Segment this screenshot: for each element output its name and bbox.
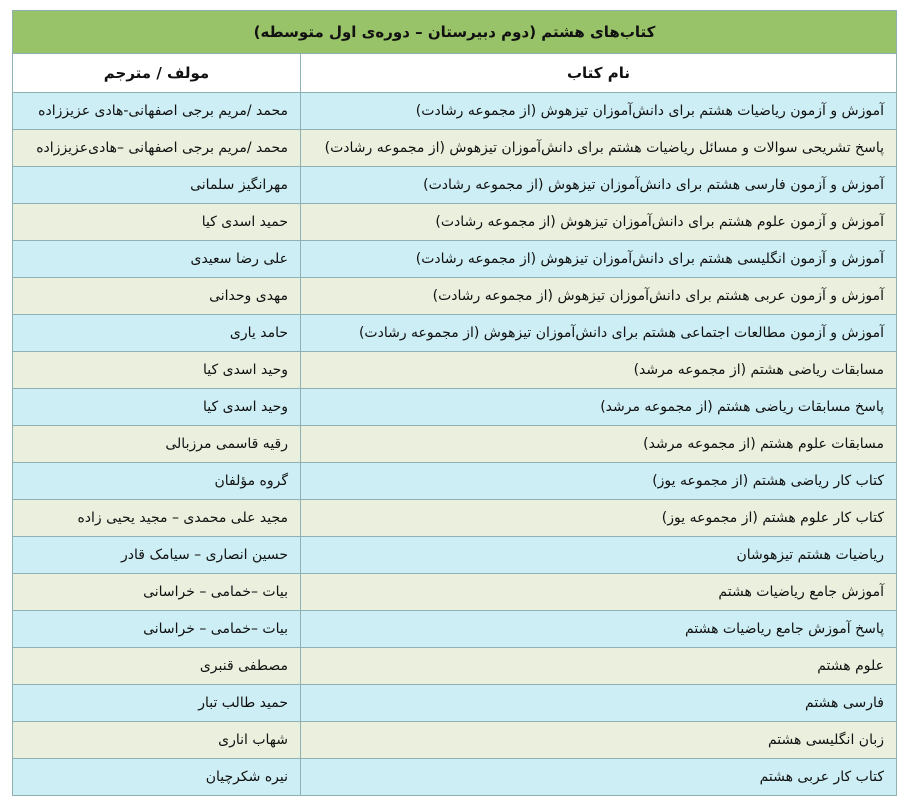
author-cell: علی رضا سعیدی bbox=[13, 241, 301, 278]
table-row bbox=[13, 167, 897, 204]
table-row bbox=[13, 389, 897, 426]
book-name-cell: مسابقات علوم هشتم (از مجموعه مرشد) bbox=[301, 426, 897, 463]
books-table-container bbox=[12, 10, 896, 796]
author-cell: محمد /مریم برجی اصفهانی-هادی عزیززاده bbox=[13, 93, 301, 130]
table-header-row bbox=[13, 54, 897, 93]
table-row bbox=[13, 759, 897, 796]
author-cell: وحید اسدی کیا bbox=[13, 389, 301, 426]
author-cell: بیات –خمامی – خراسانی bbox=[13, 574, 301, 611]
table-row bbox=[13, 352, 897, 389]
table-row bbox=[13, 204, 897, 241]
table-row bbox=[13, 722, 897, 759]
table-row bbox=[13, 537, 897, 574]
author-cell: حامد یاری bbox=[13, 315, 301, 352]
author-cell: بیات –خمامی – خراسانی bbox=[13, 611, 301, 648]
author-cell: مصطفی قنبری bbox=[13, 648, 301, 685]
book-name-cell: مسابقات ریاضی هشتم (از مجموعه مرشد) bbox=[301, 352, 897, 389]
book-name-cell: فارسی هشتم bbox=[301, 685, 897, 722]
book-name-cell: آموزش و آزمون ریاضیات هشتم برای دانش‌آموزان تیزهوش (از مجموعه رشادت) bbox=[301, 93, 897, 130]
book-name-cell: آموزش جامع ریاضیات هشتم bbox=[301, 574, 897, 611]
author-cell: مهدی وحدانی bbox=[13, 278, 301, 315]
book-name-cell: پاسخ مسابقات ریاضی هشتم (از مجموعه مرشد) bbox=[301, 389, 897, 426]
book-name-cell: پاسخ تشریحی سوالات و مسائل ریاضیات هشتم برای دانش‌آموزان تیزهوش (از مجموعه رشادت) bbox=[301, 130, 897, 167]
book-name-cell: آموزش و آزمون مطالعات اجتماعی هشتم برای دانش‌آموزان تیزهوش (از مجموعه رشادت) bbox=[301, 315, 897, 352]
table-row bbox=[13, 93, 897, 130]
author-cell: وحید اسدی کیا bbox=[13, 352, 301, 389]
author-cell: شهاب اناری bbox=[13, 722, 301, 759]
table-title-row bbox=[13, 11, 897, 54]
author-cell: رقیه قاسمی مرزبالی bbox=[13, 426, 301, 463]
book-name-cell: پاسخ آموزش جامع ریاضیات هشتم bbox=[301, 611, 897, 648]
author-cell: گروه مؤلفان bbox=[13, 463, 301, 500]
author-cell: حمید طالب تبار bbox=[13, 685, 301, 722]
book-name-cell: علوم هشتم bbox=[301, 648, 897, 685]
author-header: مولف / مترجم bbox=[13, 54, 301, 93]
book-name-cell: کتاب کار ریاضی هشتم (از مجموعه یوز) bbox=[301, 463, 897, 500]
table-title: کتاب‌های هشتم (دوم دبیرستان – دوره‌ی اول متوسطه) bbox=[13, 11, 897, 54]
book-name-header: نام کتاب bbox=[301, 54, 897, 93]
table-body bbox=[13, 93, 897, 796]
author-cell: مجید علی محمدی – مجید یحیی زاده bbox=[13, 500, 301, 537]
table-row bbox=[13, 685, 897, 722]
table-row bbox=[13, 463, 897, 500]
author-cell: محمد /مریم برجی اصفهانی –هادی‌عزیززاده bbox=[13, 130, 301, 167]
table-row bbox=[13, 315, 897, 352]
book-name-cell: آموزش و آزمون انگلیسی هشتم برای دانش‌آموزان تیزهوش (از مجموعه رشادت) bbox=[301, 241, 897, 278]
books-table bbox=[12, 10, 897, 796]
book-name-cell: کتاب کار علوم هشتم (از مجموعه یوز) bbox=[301, 500, 897, 537]
author-cell: حسین انصاری – سیامک قادر bbox=[13, 537, 301, 574]
book-name-cell: آموزش و آزمون عربی هشتم برای دانش‌آموزان تیزهوش (از مجموعه رشادت) bbox=[301, 278, 897, 315]
table-row bbox=[13, 611, 897, 648]
table-row bbox=[13, 574, 897, 611]
table-row bbox=[13, 648, 897, 685]
author-cell: حمید اسدی کیا bbox=[13, 204, 301, 241]
author-cell: نیره شکرچیان bbox=[13, 759, 301, 796]
table-row bbox=[13, 130, 897, 167]
table-row bbox=[13, 500, 897, 537]
table-row bbox=[13, 426, 897, 463]
book-name-cell: کتاب کار عربی هشتم bbox=[301, 759, 897, 796]
author-cell: مهرانگیز سلمانی bbox=[13, 167, 301, 204]
book-name-cell: زبان انگلیسی هشتم bbox=[301, 722, 897, 759]
book-name-cell: آموزش و آزمون فارسی هشتم برای دانش‌آموزان تیزهوش (از مجموعه رشادت) bbox=[301, 167, 897, 204]
book-name-cell: آموزش و آزمون علوم هشتم برای دانش‌آموزان تیزهوش (از مجموعه رشادت) bbox=[301, 204, 897, 241]
table-row bbox=[13, 241, 897, 278]
table-row bbox=[13, 278, 897, 315]
book-name-cell: ریاضیات هشتم تیزهوشان bbox=[301, 537, 897, 574]
